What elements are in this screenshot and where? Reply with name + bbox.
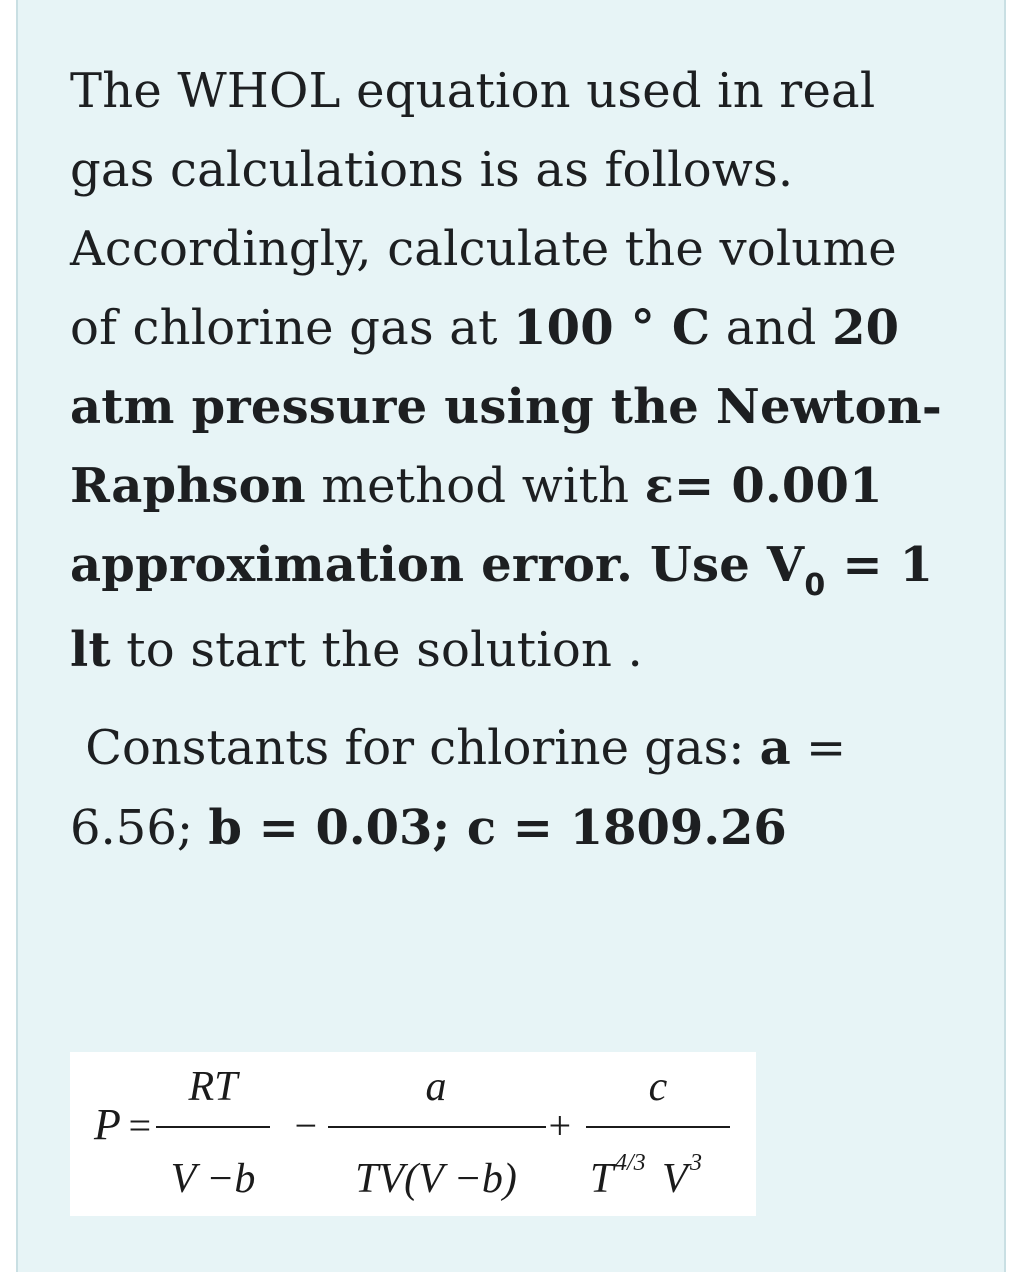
term3-numerator: c: [648, 1064, 668, 1110]
formula-image: [70, 1052, 756, 1216]
v0-subscript: 0: [804, 568, 826, 603]
formula-equals: =: [126, 1103, 153, 1148]
question-method-with: method with: [305, 458, 645, 514]
formula-plus: +: [546, 1103, 573, 1148]
question-text: [70, 52, 950, 690]
constants-text: [70, 708, 950, 868]
constant-a-key: a: [759, 720, 791, 776]
temperature-value: 100 ° C: [513, 300, 711, 356]
whol-equation: [70, 1052, 756, 1216]
term3-t-exponent: 4/3: [615, 1150, 646, 1176]
term3-denominator-t: T: [590, 1156, 614, 1202]
term3-v-exponent: 3: [690, 1150, 702, 1176]
epsilon-error: ε= 0.001 approximation error. Use V: [70, 458, 883, 593]
constants-b-c: b = 0.03; c = 1809.26: [208, 800, 787, 856]
term2-numerator: a: [425, 1064, 447, 1110]
term1-numerator: RT: [188, 1064, 238, 1110]
initial-volume: = 1 lt: [70, 537, 934, 678]
formula-minus: −: [292, 1103, 319, 1148]
constants-label: Constants for chlorine gas:: [85, 720, 760, 776]
question-card: [16, 0, 1006, 1272]
question-intro: The WHOL equation used in real gas calculations is as follows. Accordingly, calculate the volume of chlorine gas at: [70, 63, 897, 356]
constant-a-value: = 6.56;: [70, 720, 847, 856]
pressure-method: 20 atm pressure using the Newton-Raphson: [70, 300, 943, 514]
formula-lhs: P: [94, 1100, 121, 1149]
question-closing: to start the solution .: [110, 622, 643, 678]
term3-denominator-v: V: [662, 1156, 688, 1202]
term2-denominator: TV(V −b): [355, 1156, 517, 1202]
term1-denominator: V −b: [170, 1156, 256, 1202]
question-and: and: [710, 300, 833, 356]
